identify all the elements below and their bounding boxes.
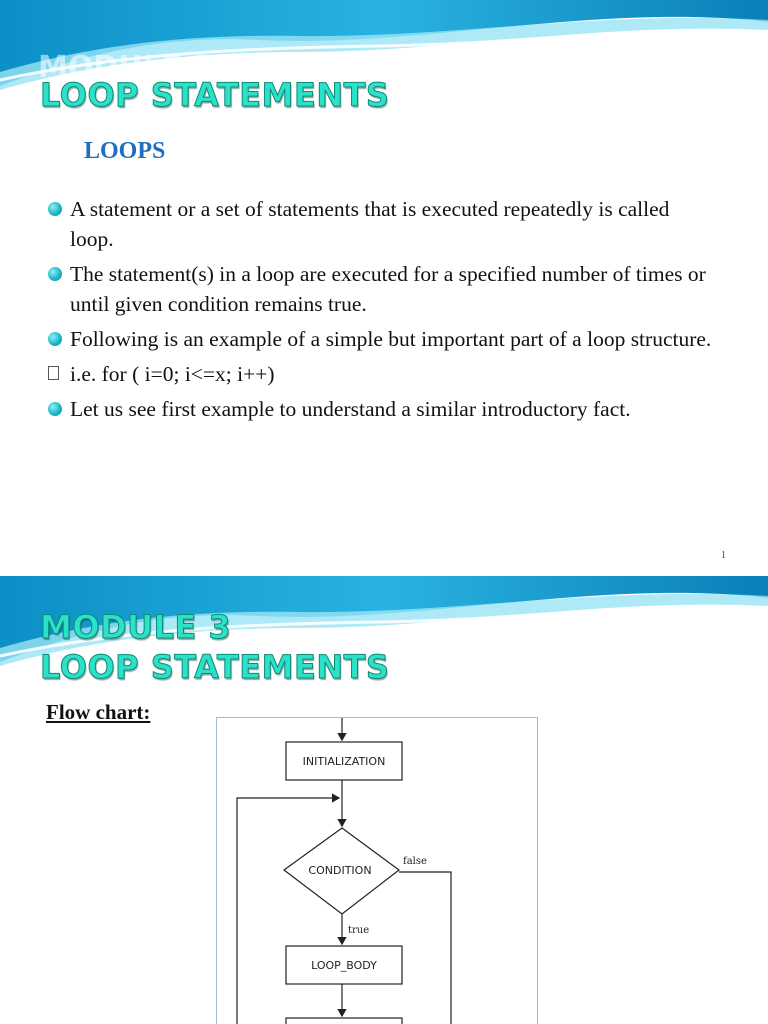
flowchart-label: Flow chart: — [46, 700, 151, 724]
bullet-dot-icon — [48, 402, 62, 416]
loop-back-arrow — [237, 798, 339, 1024]
true-label: true — [348, 925, 370, 936]
slide-2 — [0, 576, 768, 1024]
missing-glyph-box-icon — [48, 366, 59, 380]
bullet-list — [46, 194, 718, 429]
bullet-text: A statement or a set of statements that is executed repeatedly is called loop. — [70, 197, 670, 251]
bullet-text: The statement(s) in a loop are executed for a specified number of times or until given condition remains true. — [70, 262, 706, 316]
module-title: MODULE 3 — [40, 608, 232, 646]
bullet-dot-icon — [48, 267, 62, 281]
slide-title: LOOP STATEMENTS — [40, 648, 390, 686]
bullet-item — [46, 359, 718, 389]
bullet-item — [46, 394, 718, 424]
false-label: false — [403, 856, 427, 867]
bullet-text: Let us see first example to understand a similar introductory fact. — [70, 397, 631, 421]
slide-title: LOOP STATEMENTS — [40, 76, 390, 114]
section-subheading: LOOPS — [84, 138, 166, 164]
bullet-text: Following is an example of a simple but important part of a loop structure. — [70, 327, 712, 351]
page-number: 1 — [721, 550, 726, 561]
flowchart-frame — [216, 717, 538, 1024]
bullet-dot-icon — [48, 332, 62, 346]
bullet-item — [46, 259, 718, 319]
flowchart-diagram — [217, 718, 537, 1024]
false-branch-line — [399, 872, 451, 1024]
update-box — [286, 1018, 402, 1024]
bullet-text: i.e. for ( i=0; i<=x; i++) — [70, 362, 275, 386]
ghost-module-title: MODULE 3 — [38, 50, 214, 85]
bullet-item — [46, 324, 718, 354]
bullet-item — [46, 194, 718, 254]
condition-label: CONDITION — [308, 864, 372, 877]
init-label: INITIALIZATION — [302, 755, 386, 768]
bullet-dot-icon — [48, 202, 62, 216]
loop-body-label: LOOP_BODY — [311, 959, 377, 972]
